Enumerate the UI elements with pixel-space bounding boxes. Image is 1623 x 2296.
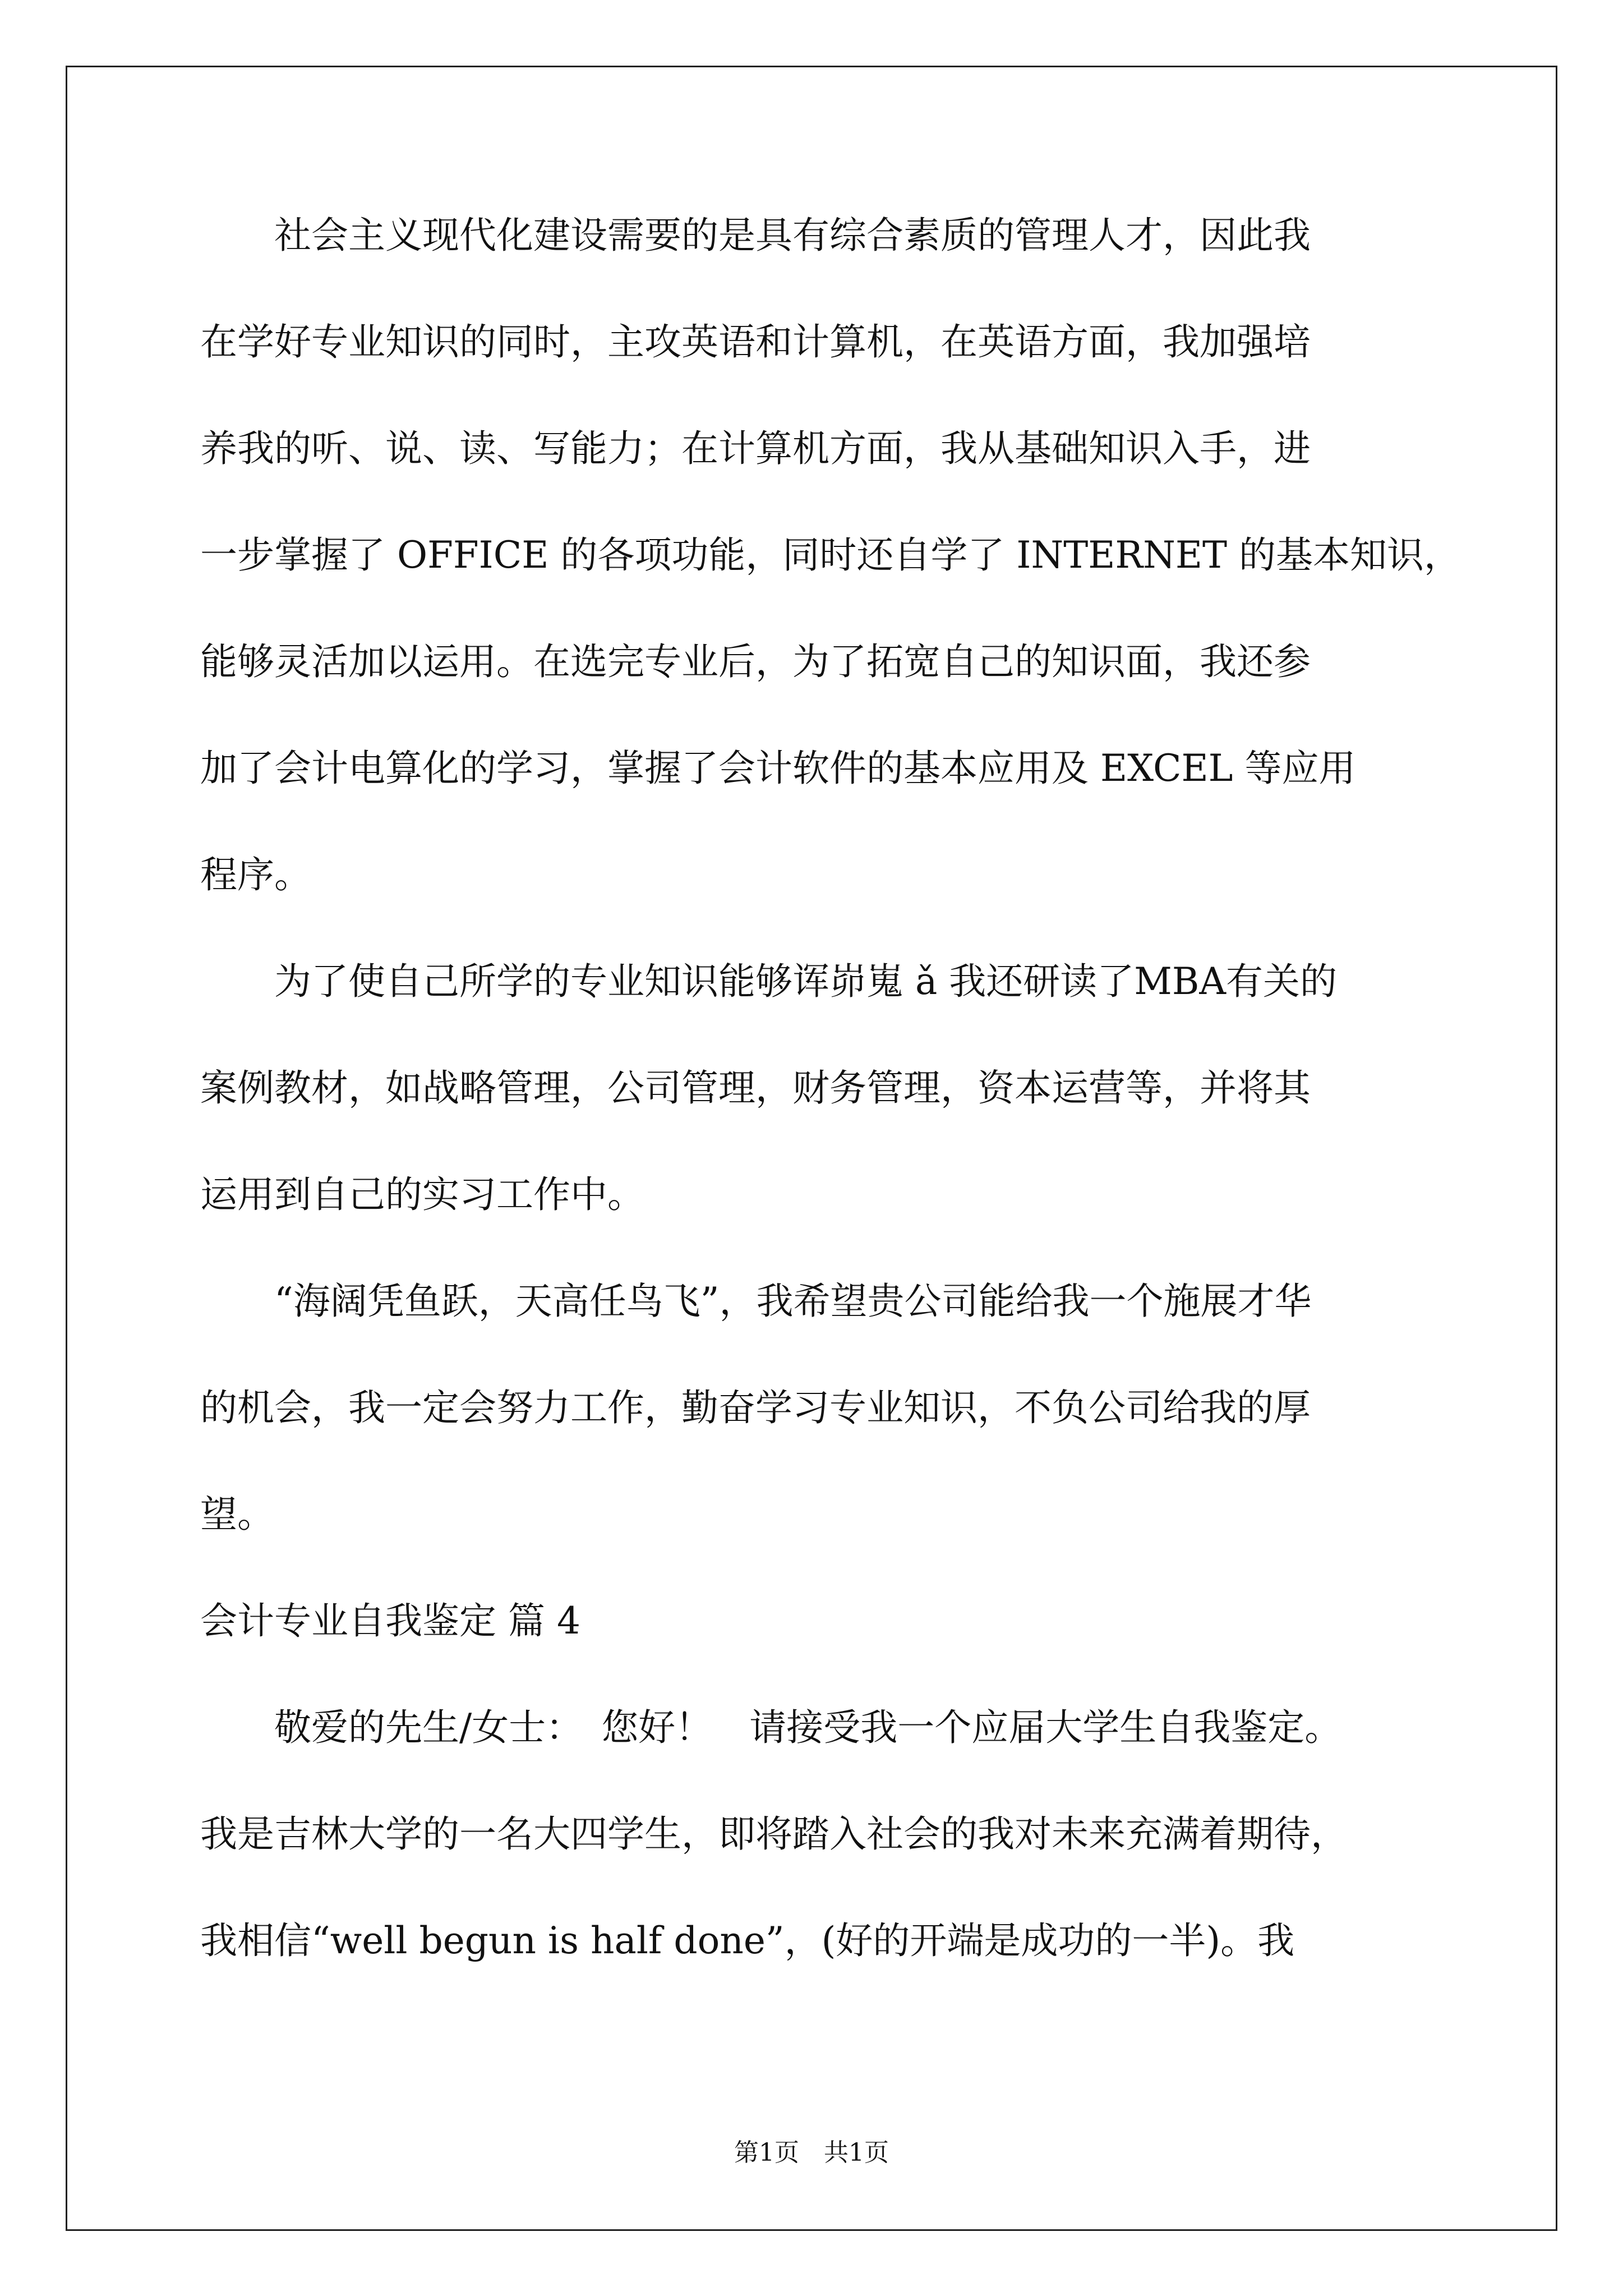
page-border [66,66,1557,2231]
body-line: 社会主义现代化建设需要的是具有综合素质的管理人才，因此我 [200,214,1311,257]
body-line: 加了会计电算化的学习，掌握了会计软件的基本应用及 EXCEL 等应用 [200,747,1356,790]
body-line: 在学好专业知识的同时，主攻英语和计算机，在英语方面，我加强培 [200,320,1311,364]
body-line: 敬爱的先生/女士： 您好！ 请接受我一个应届大学生自我鉴定。 [200,1706,1342,1749]
body-line: 能够灵活加以运用。在选完专业后，为了拓宽自己的知识面，我还参 [200,640,1311,683]
section-heading: 会计专业自我鉴定 篇 4 [200,1599,580,1642]
body-line: 我是吉林大学的一名大四学生，即将踏入社会的我对未来充满着期待， [200,1812,1348,1856]
page-footer: 第1页 共1页 [734,2138,889,2167]
body-line: 为了使自己所学的专业知识能够诨峁嵬 ǎ 我还研读了MBA有关的 [200,960,1338,1003]
body-line: 案例教材，如战略管理，公司管理，财务管理，资本运营等，并将其 [200,1066,1311,1110]
body-line: “海阔凭鱼跃，天高任鸟飞”，我希望贵公司能给我一个施展才华 [200,1280,1312,1323]
body-line: 程序。 [200,853,311,896]
body-line: 我相信“well begun is half done”，(好的开端是成功的一半)。我 [200,1919,1295,1962]
body-line: 养我的听、说、读、写能力；在计算机方面，我从基础知识入手，进 [200,427,1311,470]
body-line: 运用到自己的实习工作中。 [200,1173,644,1216]
body-line: 的机会，我一定会努力工作，勤奋学习专业知识，不负公司给我的厚 [200,1386,1311,1429]
body-line: 望。 [200,1493,274,1536]
body-line: 一步掌握了 OFFICE 的各项功能，同时还自学了 INTERNET 的基本知识， [200,533,1461,577]
